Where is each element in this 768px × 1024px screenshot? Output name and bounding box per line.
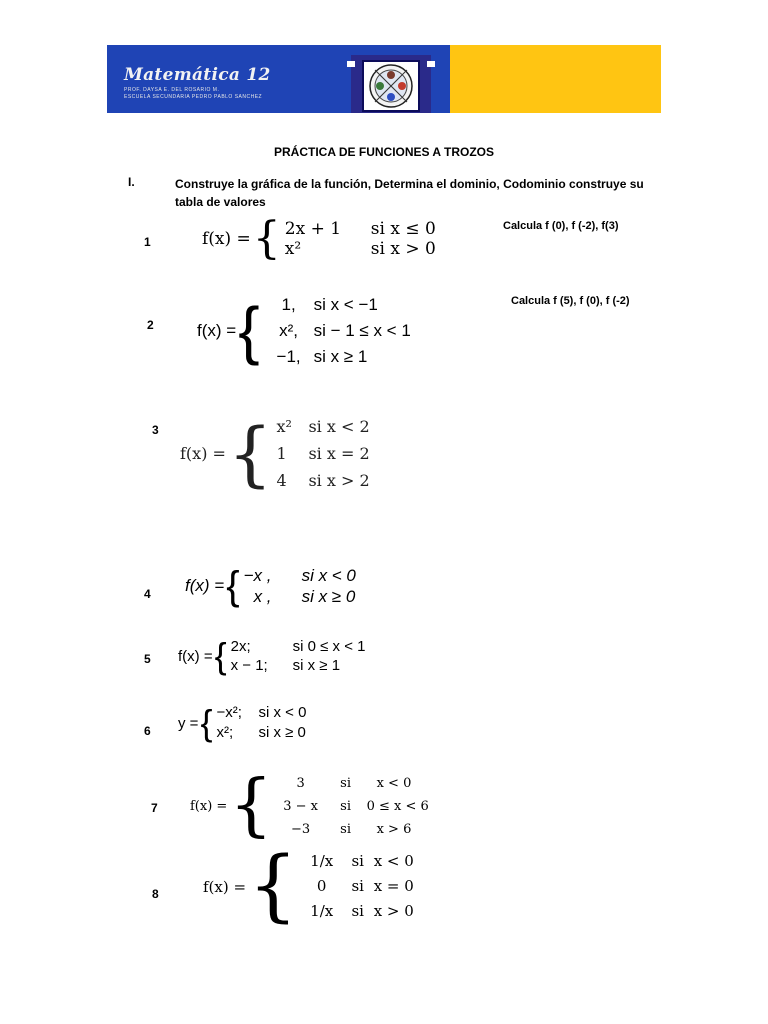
case-expression: 4	[276, 471, 287, 490]
case-condition: x < 0	[376, 776, 412, 791]
case-condition: si x ≤ 0	[370, 219, 436, 239]
case-expression: 3 − x	[283, 799, 318, 814]
equation-lhs: f(x) =	[190, 799, 228, 814]
cases	[216, 703, 306, 743]
teacher-name: PROF. DAYSA E. DEL ROSARIO M.	[124, 87, 220, 93]
equation-8	[203, 841, 414, 932]
case-condition: si x = 2	[308, 444, 370, 463]
problem-number: 2	[147, 318, 154, 332]
case-si: si	[351, 902, 364, 920]
brace-icon: {	[226, 564, 240, 608]
equation-lhs: f(x) =	[202, 229, 251, 249]
equation-3	[180, 413, 370, 494]
cases	[264, 292, 411, 370]
equation-2	[197, 292, 411, 370]
brace-icon: {	[227, 412, 273, 495]
case-expression: 1/x	[310, 902, 334, 920]
case-condition: si x > 2	[308, 471, 370, 490]
brace-icon: {	[214, 634, 227, 676]
case-expression: 1/x	[310, 852, 334, 870]
equation-6	[178, 703, 306, 743]
case-condition: si x < 0	[258, 704, 307, 721]
problem-number: 6	[144, 724, 151, 738]
case-expression: x ,	[253, 587, 272, 606]
case-condition: si x > 0	[370, 239, 436, 259]
case-si: si	[340, 776, 351, 791]
problem-number: 1	[144, 235, 151, 249]
case-expression: x²	[284, 239, 302, 259]
document-title: PRÁCTICA DE FUNCIONES A TROZOS	[273, 145, 494, 159]
brace-icon: {	[238, 294, 260, 367]
case-expression: −x ,	[243, 566, 272, 585]
case-condition: 0 ≤ x < 6	[366, 799, 429, 814]
case-condition: si x ≥ 0	[301, 587, 356, 606]
problem-number: 3	[152, 423, 159, 437]
header-banner	[107, 45, 661, 113]
case-si: si	[351, 877, 364, 895]
equation-4	[185, 565, 356, 607]
case-expression: 3	[296, 776, 305, 791]
school-crest-logo	[345, 55, 437, 113]
school-name: ESCUELA SECUNDARIA PEDRO PABLO SANCHEZ	[124, 94, 263, 100]
case-expression: −3	[290, 822, 311, 837]
case-expression: −x²;	[216, 704, 242, 721]
brace-icon: {	[229, 766, 273, 846]
cases	[302, 849, 414, 924]
case-condition: x > 0	[373, 902, 414, 920]
case-condition: si x < 2	[308, 417, 370, 436]
case-expression: x²;	[216, 724, 234, 741]
case-si: si	[351, 852, 364, 870]
case-condition: si x ≥ 1	[313, 347, 368, 366]
case-condition: x > 6	[376, 822, 412, 837]
equation-lhs: f(x) =	[178, 647, 213, 665]
equation-lhs: f(x) =	[203, 877, 247, 896]
problem-number: 4	[144, 587, 151, 601]
case-expression: x²	[276, 417, 292, 436]
case-expression: x − 1;	[230, 657, 268, 674]
banner-yellow-area	[450, 45, 661, 113]
calculate-instruction: Calcula f (0), f (-2), f(3)	[503, 220, 619, 232]
instruction-text: Construye la gráfica de la función, Determina el dominio, Codominio construye su tabla de valores	[175, 177, 644, 209]
case-si: si	[340, 822, 351, 837]
equation-5	[178, 634, 366, 676]
case-condition: x < 0	[373, 852, 414, 870]
case-expression: x²,	[279, 321, 299, 340]
problem-number: 5	[144, 652, 151, 666]
banner-blue-area	[107, 45, 450, 113]
case-expression: 2x + 1	[284, 219, 342, 239]
equation-1	[202, 213, 436, 265]
equation-lhs: f(x) =	[197, 321, 237, 340]
problem-number: 8	[152, 887, 159, 901]
cases	[277, 772, 429, 841]
cases	[276, 413, 369, 494]
case-condition: x = 0	[373, 877, 414, 895]
cases	[244, 565, 356, 607]
case-si: si	[340, 799, 351, 814]
cases	[231, 637, 366, 675]
equation-lhs: y =	[178, 714, 199, 732]
case-condition: si x ≥ 0	[258, 724, 306, 741]
case-condition: si x < 0	[301, 566, 356, 585]
case-condition: si x < −1	[313, 295, 378, 314]
problem-number: 7	[151, 801, 158, 815]
brace-icon: {	[200, 701, 213, 743]
section-numeral: I.	[128, 175, 135, 189]
cases	[285, 219, 436, 259]
equation-7	[190, 766, 429, 846]
case-expression: 1	[276, 444, 287, 463]
calculate-instruction: Calcula f (5), f (0), f (-2)	[511, 295, 630, 307]
case-expression: 2x;	[230, 638, 251, 655]
case-expression: 0	[316, 877, 327, 895]
equation-lhs: f(x) =	[185, 576, 225, 595]
brace-icon: {	[252, 213, 281, 265]
case-condition: si 0 ≤ x < 1	[292, 638, 366, 655]
case-expression: 1,	[281, 295, 296, 314]
banner-title: Matemática 12	[124, 65, 271, 85]
case-condition: si x ≥ 1	[292, 657, 341, 674]
equation-lhs: f(x) =	[180, 444, 226, 463]
case-condition: si − 1 ≤ x < 1	[313, 321, 411, 340]
case-expression: −1,	[276, 347, 301, 366]
brace-icon: {	[248, 841, 298, 932]
